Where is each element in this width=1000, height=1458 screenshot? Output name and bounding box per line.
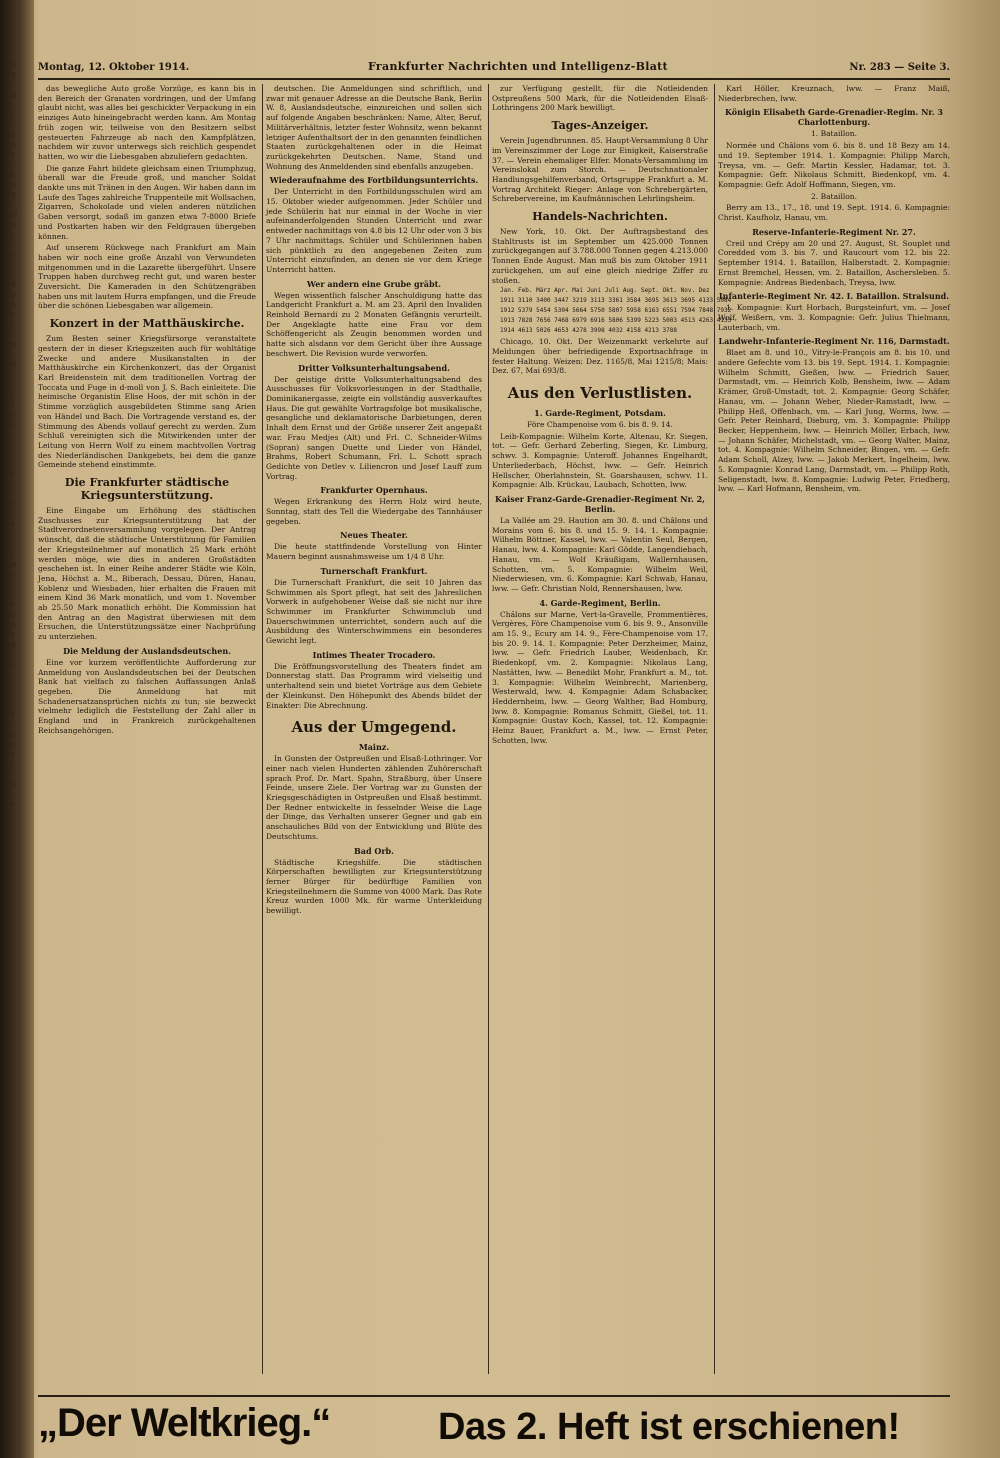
edge-text-fragment: g (6, 820, 12, 829)
edge-text-fragment: er (6, 710, 15, 719)
article-paragraph: deutschen. Die Anmeldungen sind schriftlich, und zwar mit genauer Adresse an die Deutsche Bank, Berlin W. 8, Auslandsdeutsche, einzureichen und sollen sich auf folgende Angaben beschränken: Name, Alter, Beruf, Militärverhältnis, letzter fester Wohnsitz, wenn bekannt letziger Aufenthaltsort der in den genannten feindlichen Staaten zurückgehaltenen oder in die Heimat zurückgekehrten Deutschen. Name, Stand und Wohnung des Anmeldenden sind ebenfalls anzugeben. (266, 84, 482, 171)
newspaper-title: Frankfurter Nachrichten und Intelligenz-Blatt (368, 60, 668, 73)
casualty-list: Karl Höller, Kreuznach, lww. — Franz Maiß, Niederbrechen, lww. (718, 84, 950, 103)
edge-text-fragment: n- (6, 200, 14, 209)
edge-text-fragment: a (6, 430, 11, 439)
edge-text-fragment: ch (6, 170, 16, 179)
edge-text-fragment: ne (6, 640, 16, 649)
edge-text-fragment: de (6, 220, 16, 229)
edge-text-fragment: d (6, 460, 12, 469)
edge-text-fragment: be (6, 140, 16, 149)
advertisement-banner (38, 1398, 950, 1454)
article-paragraph: das bewegliche Auto große Vorzüge, es kann bis in den Bereich der Granaten vordringen, und der Umfang glaubt nicht, was alles bei geschickter Verpackung in ein einziges Auto hineingebracht werden kann. Am Montag früh zogen wir, teilweise von den Besitzern selbst gesteuerten Fahrzeuge ab nach den Kampfplätzen, nachdem wir zuvor unterwegs sich reichlich gespendet hatten, wo wir die Liebesgaben abzuliefern gedachten. (38, 84, 256, 161)
bottom-rule (38, 1395, 950, 1397)
edge-text-fragment: ie (6, 550, 14, 559)
article-paragraph: New York, 10. Okt. Der Auftragsbestand des Stahltrusts ist im September um 425.000 Tonnen zurückgegangen auf 3.788.000 Tonnen gegen 4.213.000 Tonnen Ende August. Man muß bis zum Oktober 1911 zurückgehen, um auf eine gleich niedrige Ziffer zu stoßen. (492, 227, 708, 285)
edge-text-fragment: e- (6, 80, 14, 89)
edge-text-fragment: nt (6, 400, 15, 409)
column-3 (492, 84, 732, 1384)
article-paragraph: Die Eröffnungsvorstellung des Theaters findet am Donnerstag statt. Das Programm wird vielseitig und unterhaltend sein und bietet Vorträge aus dem Gebiete der Kleinkunst. Den Höhepunkt des Abends bildet der Einakter: Die Abrechnung. (266, 661, 482, 710)
edge-text-fragment: tt (6, 350, 13, 359)
edge-text-fragment: n (6, 850, 12, 859)
edge-text-fragment: ft (6, 700, 13, 709)
headline-grube: Wer andern eine Grube gräbt. (306, 278, 442, 289)
table-row: 1913 7828 7656 7468 6979 6916 5806 5399 5223 5003 4513 4263 4133 (500, 317, 732, 325)
column-rule (714, 84, 715, 1374)
edge-text-fragment: st (6, 100, 14, 109)
article-paragraph: Zum Besten seiner Kriegsfürsorge veranstaltete gestern der in dieser Kriegszeiten auch für wohltätige Zwecke und andere Musikanstalten in der Matthäuskirche ein Kirchenkonzert, das der Organist Karl Breidenstein mit dem traditionellen Vortrag der Toccata und Fuge in d-moll von J. S. Bach einleitete. Die heimische Organistin Elise Hoos, der mit schön in der Stimme vorzüglich ausgebildeten Stimme sang Arien von Händel und Bach. Die Vortragende verstand es, der Stimmung des Abends vollauf gerecht zu werden. Zum Schluß vereinigten sich die Mitwirkenden unter der Leitung von Herrn Wolf zu einem machtvollen Vortrag des Niederländischen Dankgebets, bei dem die ganze Gemeinde stehend einstimmte. (38, 334, 256, 470)
edge-text-fragment: Hr (6, 210, 17, 219)
edge-text-fragment: nd (6, 360, 17, 369)
edge-text-fragment: er (6, 250, 15, 259)
edge-text-fragment: en (6, 740, 16, 749)
article-paragraph: Die heute stattfindende Vorstellung von Hinter Mauern beginnt ausnahmsweise um 1/4 8 Uhr. (266, 542, 482, 562)
headline-auslandsdeutsche: Die Meldung der Auslandsdeutschen. (63, 645, 231, 656)
article-paragraph: Auf unserem Rückwege nach Frankfurt am Main haben wir noch eine große Anzahl von Verwundeten mitgenommen und in die Lazarette übergeführt. Unsere Truppen haben durchweg recht gut, und waren bester Zuversicht. Die Kameraden in den Schützengräben haben uns mit lautem Hurra empfangen, und die Freude über die schönen Liebesgaben war allgemein. (38, 243, 256, 311)
edge-text-fragment: en (6, 190, 16, 199)
edge-text-fragment: se (6, 630, 15, 639)
subhead-mainz: Mainz. (358, 742, 390, 753)
edge-text-fragment: ne (6, 290, 16, 299)
article-paragraph: Verein Jugendbrunnen. 85. Haupt-Versammlung 8 Uhr im Vereinszimmer der Loge zur Einigkeit, Kaiserstraße 37. — Verein ehemaliger Elfer. Monats-Versammlung im Vereinslokal zum Storch. — Deutschnationaler Handlungsgehilfenverband, Ortsgruppe Frankfurt a. M. Vortrag Architekt Rieger: Anlage von Schrebergärten, Schrebervereine, im Kaufmännischen Lehrlingsheim. (492, 136, 708, 204)
issue-number: Nr. 283 — Seite 3. (849, 62, 950, 73)
regiment-heading: 1. Garde-Regiment, Potsdam. (534, 408, 666, 419)
edge-text-fragment: n- (6, 160, 14, 169)
edge-text-fragment: p (6, 810, 12, 819)
edge-text-fragment: e- (6, 770, 14, 779)
casualty-list: Normée und Châlons vom 6. bis 8. und 18 Bezy am 14. und 19. September 1914. 1. Kompagnie: Philipp March, Treysa, vm. — Gefr. Martin Kessler, Hadamar, tot. 3. Kompagnie: Gefr. Nikolaus Schmitt, Biedenkopf, vm. 4. Kompagnie: Gefr. Adolf Hoffmann, Siegen, vm. (718, 141, 950, 189)
edge-text-fragment: ie (6, 320, 14, 329)
edge-text-fragment: u (6, 490, 12, 499)
column-4 (718, 84, 950, 1384)
edge-text-fragment: g- (6, 480, 14, 489)
edge-text-fragment: ge (6, 780, 16, 789)
article-paragraph: Der geistige dritte Volksunterhaltungsabend des Ausschusses für Volksvorlesungen in der Stadthalle, Dominikanergasse, zeigte ein vollständig ausverkauftes Haus. Die gut gewählte Vortragsfolge bot musikalische, gesangliche und deklamatorische Darbietungen, deren Inhalt dem Ernst und der Größe unserer Zeit angepaßt war. Frau Medjes (Alt) und Frl. C. Schneider-Wilms (Sopran) sangen Duette und Lieder von Händel, Brahms, Robert Schumann, Frl. L. Schott sprach Gedichte von Detlev v. Liliencron und Josef Lauff zum Vortrag. (266, 374, 482, 481)
edge-text-fragment: g (6, 650, 12, 659)
edge-text-fragment: en (6, 410, 16, 419)
issue-date: Montag, 12. Oktober 1914. (38, 62, 190, 73)
edge-text-fragment: c (6, 450, 11, 459)
regiment-heading: Infanterie-Regiment Nr. 42. I. Bataillon. Stralsund. (718, 291, 950, 302)
headline-verlustlisten: Aus den Verlustlisten. (507, 384, 693, 403)
edge-text-fragment: lt (6, 590, 12, 599)
regiment-heading: Reserve-Infanterie-Regiment Nr. 27. (752, 226, 916, 237)
regiment-heading: 4. Garde-Regiment, Berlin. (539, 597, 661, 608)
edge-text-fragment: en (6, 70, 16, 79)
article-paragraph: Die ganze Fahrt bildete gleichsam einen Triumphzug, überall war die Freude groß, und mancher Soldat dankte uns mit Tränen in den Augen. Wir haben dann im Laufe des Tages zahlreiche Truppenteile mit Wollsachen, Zigarren, Schokolade und vielen anderen nützlichen Gaben versorgt, sodaß im ganzen etwa 7-8000 Briefe und Postkarten haben wir den Feldgrauen übergeben können. (38, 163, 256, 241)
edge-text-fragment: in (6, 390, 14, 399)
casualty-list: Berry am 13., 17., 18. und 19. Sept. 1914. 6. Kompagnie: Christ. Kaufholz, Hanau, vm. (718, 203, 950, 223)
previous-page-edge (6, 60, 32, 1410)
edge-text-fragment: d- (6, 790, 14, 799)
casualty-list: Creil und Crépy am 20 und 27. August, St. Souplet und Coredded vom 3. bis 7. und Raucourt vom 12. bis 22. September 1914. 1. Bataillon, Halberstadt. 2. Kompagnie: Ernst Bremchel, Hessen, vm. 2. Bataillon, Aschersleben. 5. Kompagnie: Andreas Biedenbach, Treysa, lww. (718, 238, 950, 287)
edge-text-fragment: ge (6, 610, 16, 619)
edge-text-fragment: ll (6, 240, 12, 249)
page-header (38, 58, 950, 80)
edge-text-fragment: I: (6, 540, 12, 549)
edge-text-fragment: te (6, 730, 14, 739)
headline-trocadero: Intimes Theater Trocadero. (312, 649, 436, 660)
table-row: 1914 4613 5026 4653 4278 3998 4032 4158 4213 3788 (500, 327, 678, 335)
edge-text-fragment: n- (6, 680, 14, 689)
article-paragraph: Der Unterricht in den Fortbildungsschulen wird am 15. Oktober wieder aufgenommen. Jeder Schüler und jede Schülerin hat nur einmal in der Woche in vier aufeinanderfolgenden Stunden Unterricht und zwar entweder nachmittags von 4.8 bis 12 Uhr oder von 3 bis 7 Uhr nachmittags. Schüler und Schülerinnen haben sich pünktlich zu den angegebenen Zeiten zum Unterricht einzufinden, an denen sie vor dem Kriege Unterricht hatten. (266, 187, 482, 274)
edge-text-fragment: ß- (6, 420, 15, 429)
casualty-list: 1. Kompagnie: Kurt Horbach, Burgsteinfurt, vm. — Josef Wolf, Weißern, vm. 3. Kompagnie: Gefr. Julius Thielmann, Lauterbach, vm. (718, 303, 950, 332)
article-paragraph: In Gunsten der Ostpreußen und Elsaß-Lothringer. Vor einer nach vielen Hunderten zählenden Zuhörerschaft sprach Prof. Dr. Mart. Spahn, Straßburg, über Unsere Feinde, unsere Ziele. Der Vortrag war zu Gunsten der Kriegsgeschädigten in Ostpreußen und Elsaß bestimmt. Der Redner entwickelte in fesselnder Weise die Lage der Dinge, das Verhalten unserer Gegner und gab ein anschauliches Bild von der Entwicklung und Blüte des Deutschtums. (266, 754, 482, 841)
edge-text-fragment: ne (6, 560, 16, 569)
edge-text-fragment: er (6, 600, 15, 609)
headline-tages-anzeiger: Tages-Anzeiger. (551, 119, 649, 133)
edge-text-fragment: se (6, 130, 15, 139)
regiment-heading: Kaiser Franz-Garde-Grenadier-Regiment Nr. 2, Berlin. (495, 493, 705, 514)
edge-text-fragment: ie (6, 230, 14, 239)
casualty-list: La Vallée am 29. Haution am 30. 8. und Châlons und Morains vom 6. bis 8. und 15. 9. 14. 1. Kompagnie: Wilhelm Böttner, Kassel, lww. — Valentin Seul, Bergen, Hanau, lww. 4. Kompagnie: Karl Gödde, Langendiebach, Hanau, vm. — Wolf Kräußigam, Wallernhausen, Schotten, vm. 5. Kompagnie: Wilhelm Weil, Niederwiesen, vm. 6. Kompagnie: Karl Schwab, Hanau, lww. — Gefr. Christian Nold, Rennershausen, lww. (492, 515, 708, 593)
edge-text-fragment: ne (6, 60, 16, 69)
edge-text-fragment: sl (6, 260, 13, 269)
edge-text-fragment: e- (6, 330, 14, 339)
article-paragraph: Eine vor kurzem veröffentlichte Aufforderung zur Anmeldung von Auslandsdeutschen bei der Deutschen Bank hat vielfach zu falschen Auffassungen Anlaß gegeben. Die Anmeldung hat mit Schadenersatzansprüchen nichts zu tun; sie bezweckt vielmehr lediglich die Feststellung der Zahl aller in England und in Frankreich zurückgehaltenen Reichsangehörigen. (38, 657, 256, 735)
edge-text-fragment: n- (6, 670, 14, 679)
edge-text-fragment: er (6, 500, 15, 509)
edge-text-fragment: ß (6, 720, 12, 729)
article-paragraph: Wegen Erkrankung des Herrn Holz wird heute, Sonntag, statt des Tell die Wiedergabe des Tannhäuser gegeben. (266, 497, 482, 526)
edge-text-fragment: te (6, 470, 14, 479)
edge-text-fragment: ch (6, 300, 16, 309)
edge-text-fragment: ne (6, 620, 16, 629)
casualty-list: Blaet am 8. und 10., Vitry-le-François am 8. bis 10. und andere Gefechte vom 13. bis 19. Sept. 1914. 1. Kompagnie: Wilhelm Schmitt, Gießen, lww. — Friedrich Sauer, Darmstadt, vm. — Heinrich Kolb, Bensheim, lww. — Adam Krämer, Groß-Umstadt, tot. 2. Kompagnie: Georg Schäfer, Hanau, vm. — Johann Weber, Nieder-Ramstadt, lww. — Philipp Heß, Offenbach, vm. — Karl Jung, Worms, lww. — Gefr. Peter Reinhard, Dieburg, vm. 3. Kompagnie: Philipp Becker, Heppenheim, lww. — Heinrich Möller, Erbach, lww. — Johann Schäfer, Michelstadt, vm. — Georg Walter, Mainz, tot. 4. Kompagnie: Wilhelm Schneider, Bingen, vm. — Gefr. Adam Scholl, Alzey, lww. — Jakob Merkert, Ingelheim, lww. 5. Kompagnie: Konrad Lang, Darmstadt, vm. — Philipp Roth, Seligenstadt, lww. 8. Kompagnie: Ludwig Peter, Friedberg, lww. — Karl Hofmann, Bensheim, vm. (718, 348, 950, 494)
article-paragraph: Eine Eingabe um Erhöhung des städtischen Zuschusses zur Kriegsunterstützung hat der Stadtverordnetenversammlung vorgelegen. Der Antrag wünscht, daß die städtische Unterstützung für Familien der Kriegsteilnehmer auf monatlich 25 Mark erhöht werden möge, wie dies in anderen Großstädten geschehen ist. In einer Reihe anderer Städte wie Köln, Jena, Höchst a. M., Biberach, Dessau, Düren, Hanau, Koblenz und Wiesbaden, hier erhalten die Frauen mit einem Kind 36 Mark monatlich, und vom 1. November ab 25.50 Mark monatlich erhöht. Die Kommission hat den Antrag an den Magistrat überwiesen mit dem Ersuchen, die Unterstützungssätze einer Nachprüfung zu unterziehen. (38, 506, 256, 642)
article-paragraph: Die Turnerschaft Frankfurt, die seit 10 Jahren das Schwimmen als Sport pflegt, hat seit des Jahreslichen Vorwerk in aufgehobener Weise daß sie nicht nur ihre Schwimmer im Frankfurter Schwimmclub und Dauerschwimmen unterrichtet, sondern auch auf die Ausbildung des Winterschwimmens ein besonderes Gewicht legt. (266, 577, 482, 646)
edge-text-fragment: ng (6, 90, 17, 99)
edge-text-fragment: er (6, 800, 15, 809)
banner-announcement: Das 2. Heft ist erschienen! (438, 1406, 900, 1448)
headline-volksabend: Dritter Volksunterhaltungsabend. (298, 362, 450, 373)
edge-text-fragment: en (6, 280, 16, 289)
column-rule (262, 84, 263, 1374)
regiment-heading: Königin Elisabeth Garde-Grenadier-Regim. Nr. 3 Charlottenburg. (724, 107, 943, 128)
headline-konzert: Konzert in der Matthäuskirche. (49, 317, 245, 331)
edge-text-fragment: ft (6, 370, 13, 379)
headline-turnerschaft: Turnerschaft Frankfurt. (320, 565, 428, 576)
edge-text-fragment: b (6, 440, 12, 449)
edge-text-fragment: m (6, 570, 14, 579)
edge-text-fragment: le (6, 660, 14, 669)
edge-text-fragment: r- (6, 530, 13, 539)
edge-text-fragment: w (6, 580, 13, 589)
table-row: 1911 3110 3400 3447 3219 3113 3361 3584 3695 3613 3695 4133 5084 (500, 297, 732, 305)
article-paragraph: Chicago, 10. Okt. Der Weizenmarkt verkehrte auf Meldungen über befriedigende Exportnachfrage in fester Haltung. Weizen: Dez. 1165/8, Mai 1215/8; Mais: Dez. 67, Mai 693/8. (492, 337, 708, 376)
edge-text-fragment: in (6, 110, 14, 119)
column-2 (266, 84, 482, 1384)
column-rule (488, 84, 489, 1374)
headline-handels-nachrichten: Handels-Nachrichten. (532, 210, 668, 224)
headline-fortbildung: Wiederaufnahme des Fortbildungsunterrichts. (269, 175, 479, 186)
banner-title: „Der Weltkrieg.“ (38, 1401, 331, 1445)
battalion-heading: 1. Bataillon. (811, 129, 857, 139)
article-paragraph: zur Verfügung gestellt, für die Notleidenden Ostpreußens 500 Mark, für die Notleidenden Elsaß-Lothringens 200 Mark bewilligt. (492, 84, 708, 113)
table-row: 1912 5379 5454 5304 5664 5750 5807 5958 6163 6551 7594 7848 7932 (500, 307, 732, 315)
battle-location: Före Champenoise vom 6. bis 8. 9. 14. (527, 420, 673, 430)
edge-text-fragment: en (6, 340, 16, 349)
edge-text-fragment: er (6, 150, 15, 159)
edge-text-fragment: er (6, 750, 15, 759)
edge-text-fragment: ge (6, 180, 16, 189)
casualty-list: Châlons sur Marne, Vert-la-Gravelle, Frommentières, Vergères, Före Champenoise vom 6. bis 9. 9., Ansonville am 15. 9., Ecury am 14. 9., Fère-Champenoise vom 17. bis 20. 9. 14. 1. Kompagnie: Peter Derzheimer, Mainz, lww. — Gefr. Friedrich Lauber, Weidenbach, Kr. Biedenkopf, vm. 2. Kompagnie: Nikolaus Lang, Nastätten, lww. — Benedikt Mohr, Frankfurt a. M., tot. 3. Kompagnie: Wilhelm Weinbrecht, Marienberg, Westerwald, lww. 4. Kompagnie: Adam Schabacker, Heddernheim, lww. — Georg Walther, Bad Homburg, lww. 8. Kompagnie: Romanus Schmitt, Gießel, tot. 11. Kompagnie: Gustav Koch, Kassel, tot. 12. Kompagnie: Heinz Bauer, Frankfurt a. M., lww. — Ernst Peter, Schotten, lww. (492, 609, 708, 745)
headline-neues-theater: Neues Theater. (340, 530, 408, 541)
battalion-heading: 2. Bataillon. (811, 191, 857, 201)
article-paragraph: Wegen wissentlich falscher Anschuldigung hatte das Landgericht Frankfurt a. M. am 23. April den Invaliden Reinhold Bernardi zu 2 Monaten Gefängnis verurteilt. Der Angeklagte hatte eine Frau vor dem Schöffengericht als Zeugin benommen worden und hatte sich alsdann vor dem Gericht über ihre Aussage beschwert. Die Revision wurde verworfen. (266, 290, 482, 358)
edge-text-fragment: er (6, 310, 15, 319)
headline-kriegsunterstuetzung: Die Frankfurter städtische Kriegsunterstützung. (64, 476, 230, 503)
article-paragraph: Städtische Kriegshilfe. Die städtischen Körperschaften bewilligten zur Kriegsunterstützung ferner Bürger für bedürftige Familien von Kriegsteilnehmern die Summe von 4000 Mark. Das Rote Kreuz wurden 1000 Mk. für warme Unterkleidung bewilligt. (266, 857, 482, 916)
regiment-heading: Landwehr-Infanterie-Regiment Nr. 116, Darmstadt. (718, 336, 950, 347)
edge-text-fragment: ft (6, 120, 13, 129)
edge-text-fragment: re (6, 520, 15, 529)
casualty-list: Leib-Kompagnie: Wilhelm Korte, Altenau, Kr. Siegen, tot. — Gefr. Gerhard Zeberling, Siegen, Kr. Limburg, schwv. 3. Kompagnie: Unteroff. Johannes Engelhardt, Unterliederbach, Höchst, lww. — Gefr. Heinrich Hellscher, Oberlahnstein, St. Goarshausen, schwv. 11. Kompagnie: Alb. Krückau, Laubach, Schotten, lww. (492, 431, 708, 490)
edge-text-fragment: e- (6, 690, 14, 699)
subhead-bad-orb: Bad Orb. (354, 845, 394, 856)
edge-text-fragment: d. (6, 380, 14, 389)
column-1 (38, 84, 256, 1384)
table-header: Jan. Feb. März Apr. Mai Juni Juli Aug. Sept. Okt. Nov. Dez (500, 287, 710, 295)
edge-text-fragment: rl (6, 510, 13, 519)
edge-text-fragment: a (6, 840, 11, 849)
edge-text-fragment: t- (6, 270, 12, 279)
headline-opernhaus: Frankfurter Opernhaus. (320, 485, 428, 496)
headline-umgegend: Aus der Umgegend. (291, 718, 457, 737)
edge-text-fragment: e (6, 830, 11, 839)
edge-text-fragment: m (6, 760, 14, 769)
